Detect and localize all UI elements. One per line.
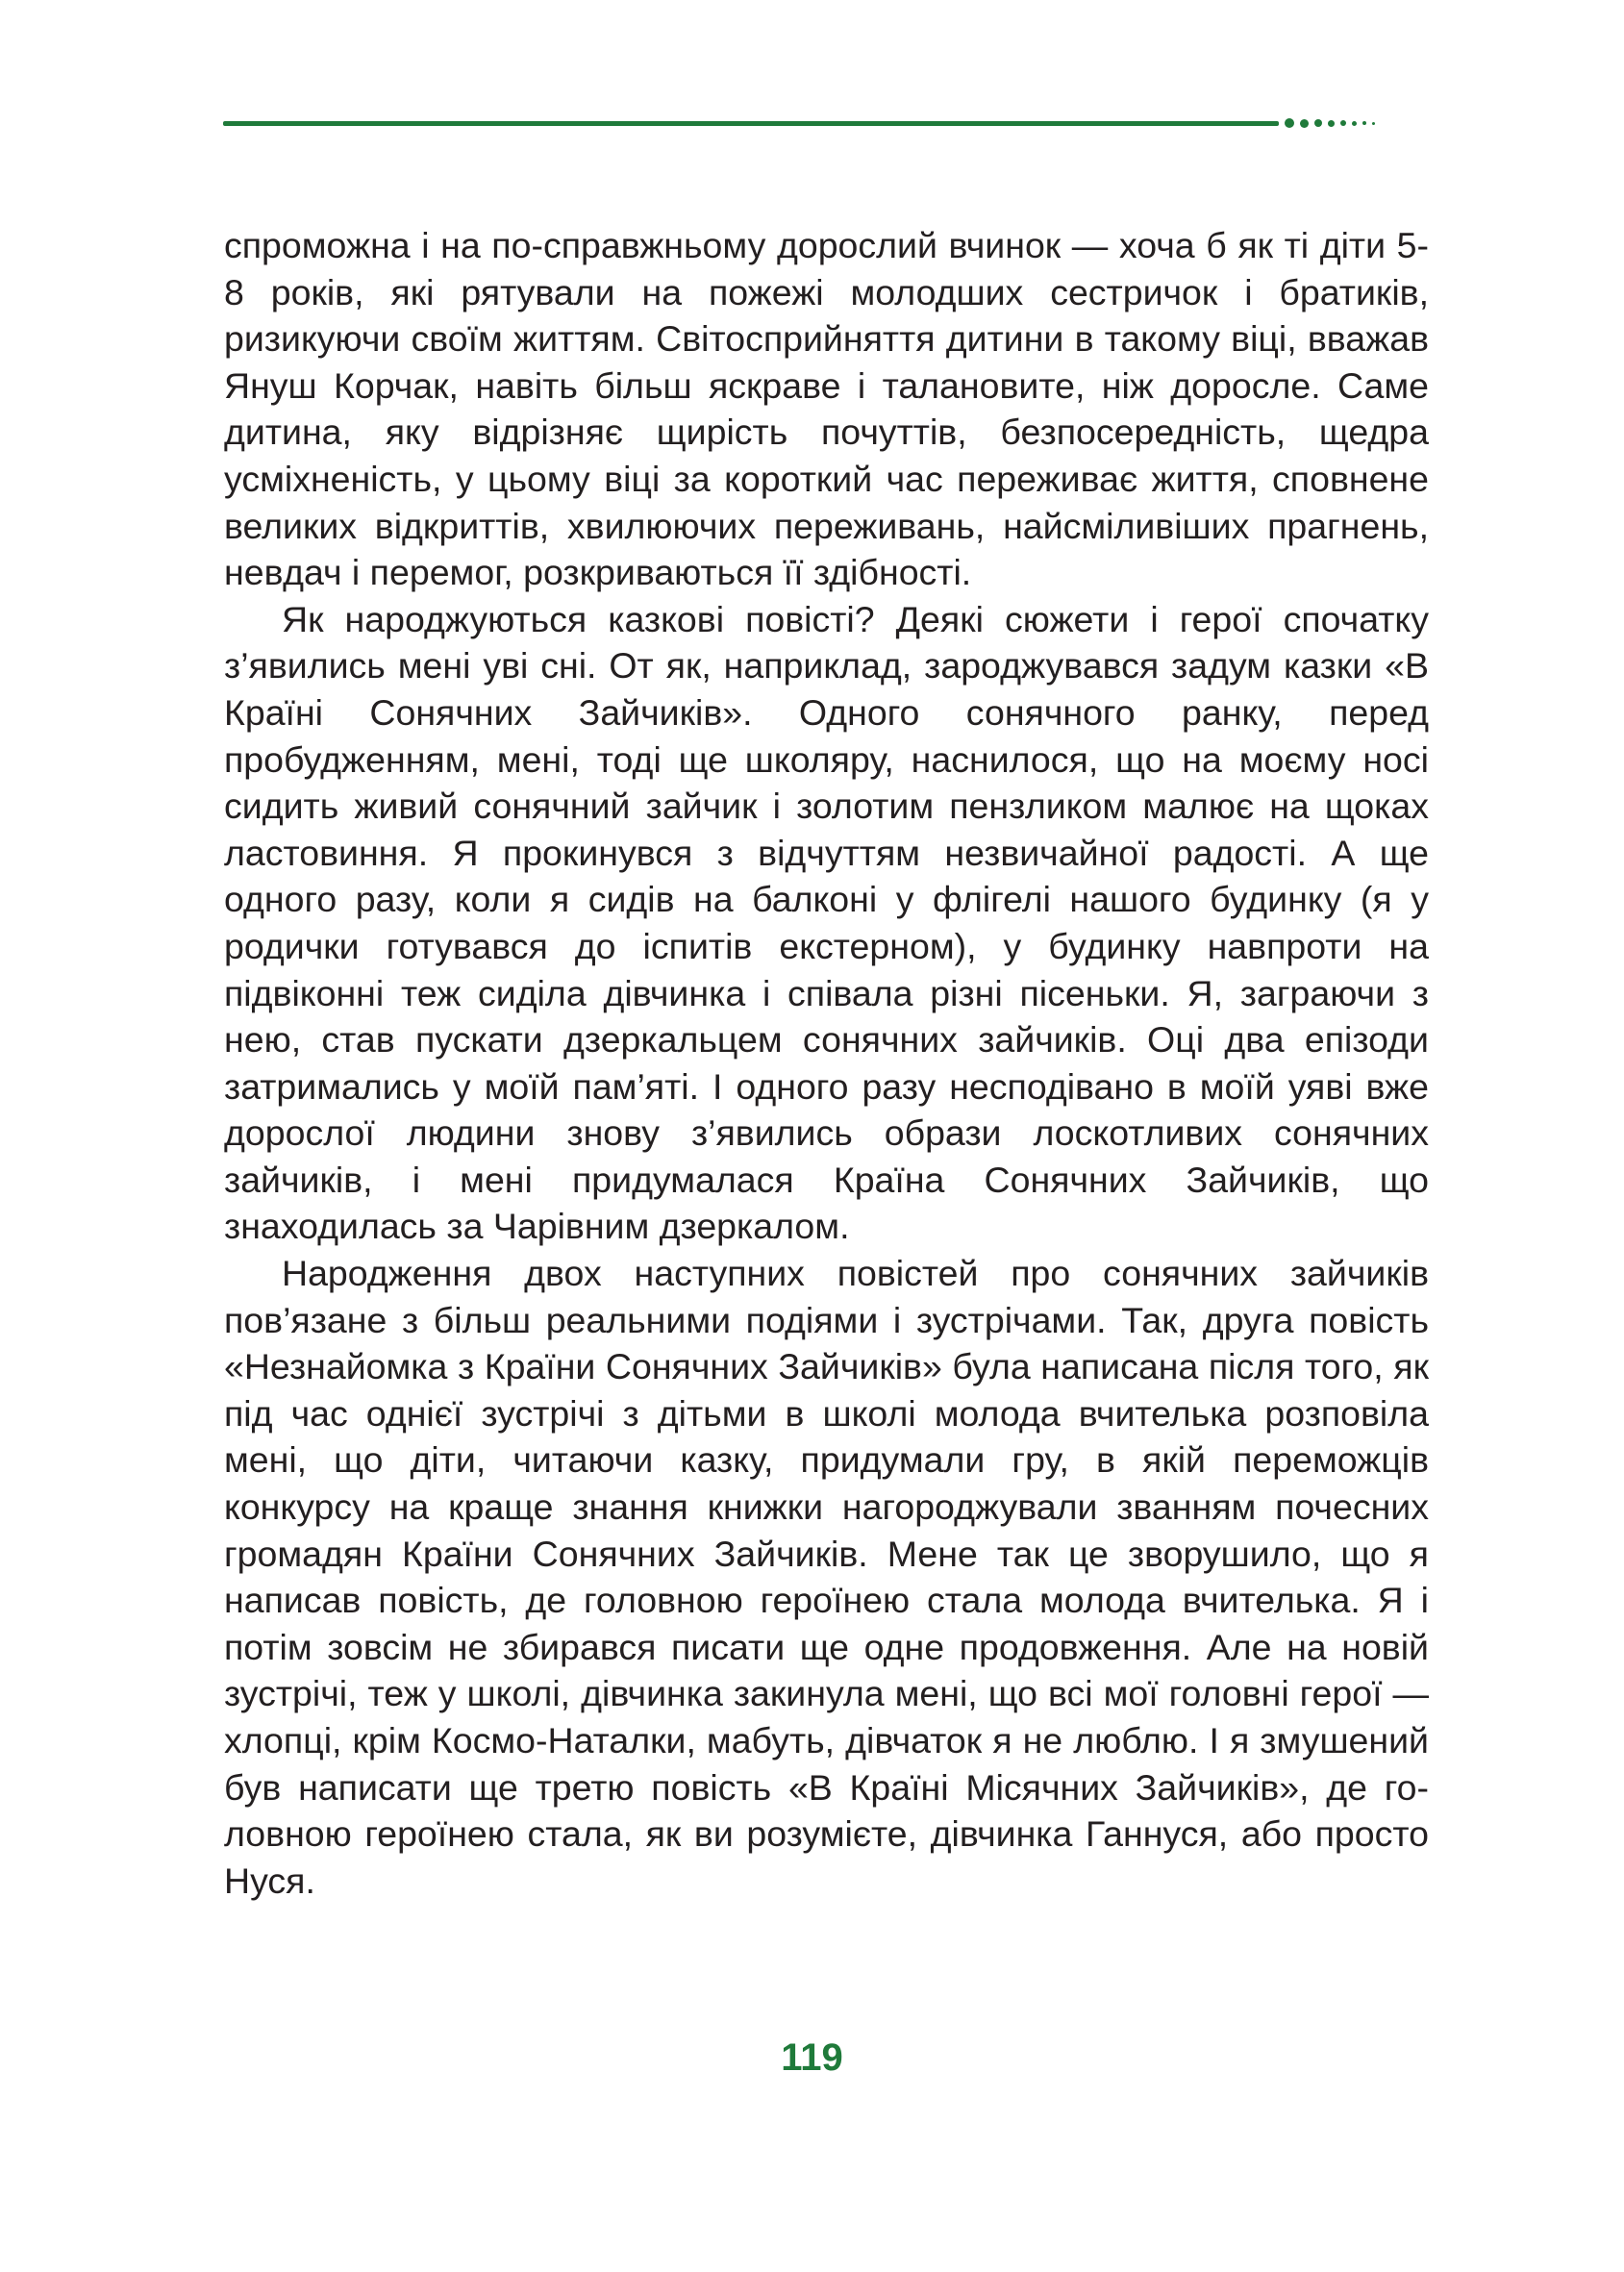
header-dot: [1352, 121, 1357, 126]
header-dots: [1285, 118, 1381, 128]
paragraph: Народження двох наступних повістей про сонячних зайчиків пов’язане з більш реальними подіями і зустрічами. Так, друга повість «Незнайомка з Країни Сонячних Зайчиків» була написана після того, як під час однієї зустрічі з дітьми в школі молода вчителька розповіла мені, що діти, читаючи казку, придумали гру, в якій переможців конкурсу на краще знання книжки нагороджували званням почесних громадян Країни Сонячних Зайчиків. Мене так це зворушило, що я написав повість, де головною героїнею стала молода вчителька. Я і потім зовсім не збирався писати ще одне продовження. Але на новій зустрічі, теж у школі, дівчинка закинула мені, що всі мої головні герої — хлопці, крім Космо-Наталки, мабуть, дівчаток я не люблю. І я змушений був написати ще третю повість «В Країні Місячних Зайчиків», де головною героїнею стала, як ви розумієте, дівчинка Ганнуся, або просто Нуся.: [224, 1253, 1429, 1901]
header-dot: [1314, 119, 1322, 127]
page-number: 119: [781, 2036, 843, 2079]
header-dot: [1300, 119, 1309, 128]
paragraph: Як народжуються казкові повісті? Деякі сюжети і герої спочатку з’явились мені уві сні. От як, наприклад, зароджувався задум казки «В Країні Сонячних Зайчиків». Одного сонячного ранку, перед пробудженням, мені, тоді ще школяру, наснилося, що на моєму носі сидить живий сонячний зайчик і золотим пензликом малює на щоках ластовиння. Я прокинувся з відчуттям незвичайної радості. А ще одного разу, коли я сидів на балконі у флігелі нашого будинку (я у родички готувався до іспитів екстерном), у будинку навпроти на підвіконні теж сиділа дівчинка і співала різні пісеньки. Я, заграючи з нею, став пускати дзеркальцем сонячних зайчиків. Оці два епізоди затримались у моїй пам’яті. І одного разу несподівано в моїй уяві вже дорослої людини знову з’явились образи лоскотливих сонячних зайчиків, і мені придумалася Країна Сонячних Зайчиків, що знаходилась за Чарівним дзеркалом.: [224, 598, 1429, 1247]
header-dot: [1340, 120, 1346, 126]
header-dot: [1362, 121, 1366, 125]
header-decorative-rule: [223, 119, 1439, 127]
paragraph: спроможна і на по-справжньому дорослий вчинок — хоча б як ті діти 5-8 років, які рятували на пожежі молодших сестричок і братиків, ризикуючи своїм життям. Світосприйняття дитини в такому віці, вважав Януш Корчак, навіть більш яскраве і талановите, ніж доросле. Саме дитина, яку відрізняє щирість почуттів, безпосередність, щедра усміхненість, у цьому віці за короткий час переживає життя, сповнене великих відкриттів, хвилюючих переживань, найсміливіших прагнень, невдач і перемог, розкриваються її здібності.: [224, 225, 1429, 593]
header-dot: [1372, 122, 1375, 125]
header-line: [223, 121, 1279, 126]
header-dot: [1328, 120, 1335, 127]
header-dot: [1285, 118, 1294, 128]
body-text: [224, 222, 1429, 1904]
